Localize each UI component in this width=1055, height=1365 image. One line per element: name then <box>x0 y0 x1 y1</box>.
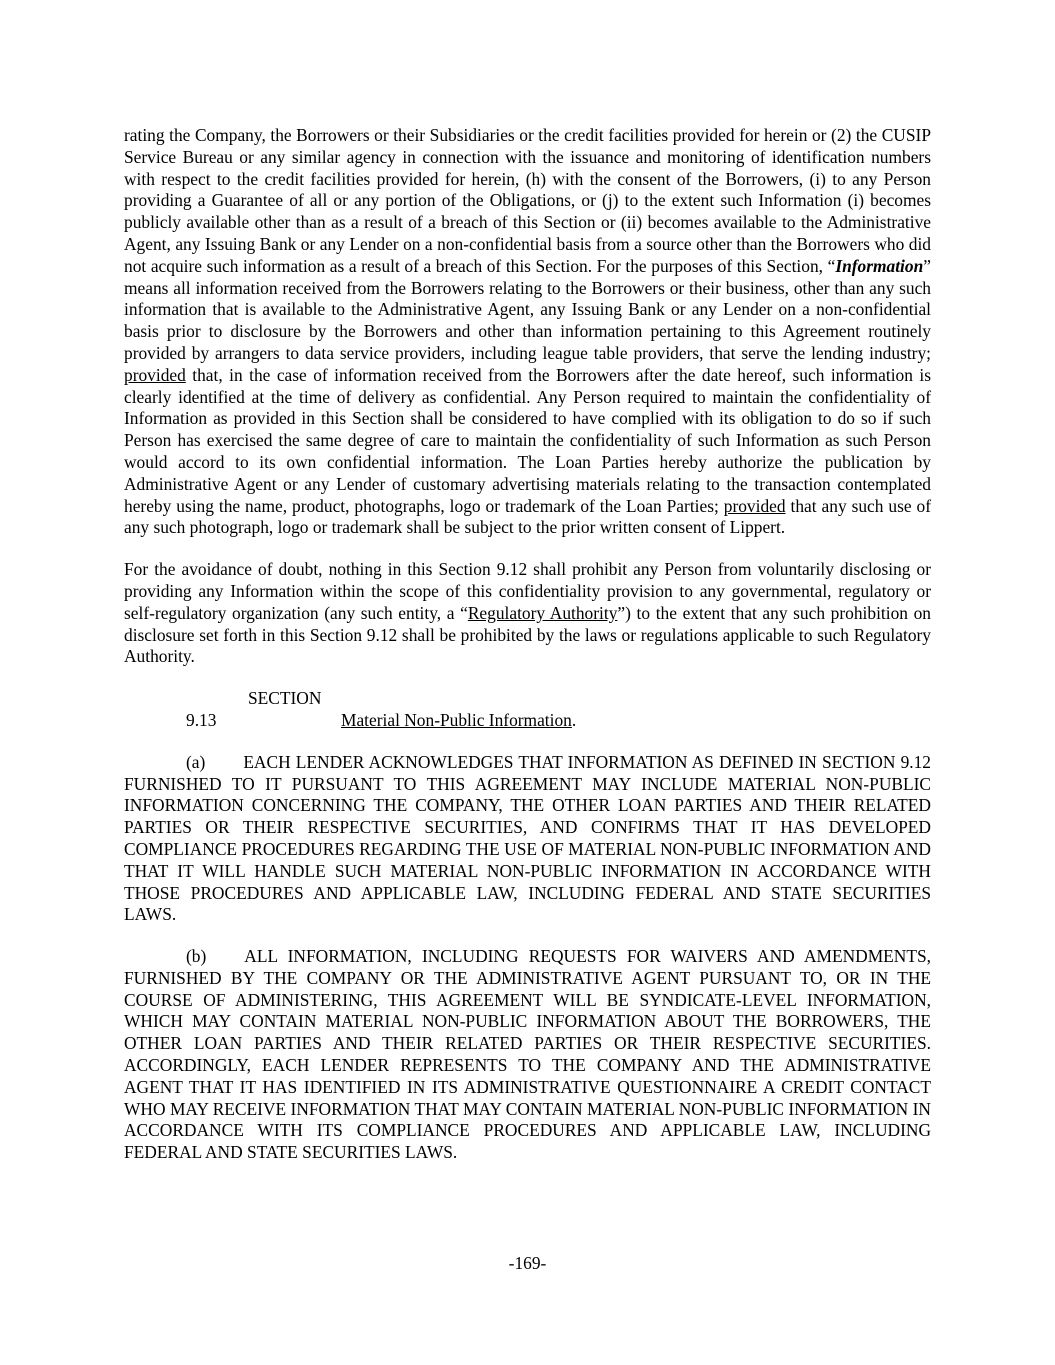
confidentiality-paragraph <box>124 125 931 539</box>
clause-label: (a) <box>186 751 206 772</box>
section-number: SECTION 9.13 <box>186 688 322 730</box>
paragraph-text: rating the Company, the Borrowers or their Subsidiaries or the credit facilities provided for herein or (2) the CUSIP Service Bureau or any similar agency in connection with the issuance and monitoring of identification numbers with respect to the credit facilities provided for herein, (h) with the consent of the Borrowers, (i) to any Person providing a Guarantee of all or any portion of the Obligations, or (j) to the extent such Information (i) becomes publicly available other than as a result of a breach of this Section or (ii) becomes available to the Administrative Agent, any Issuing Bank or any Lender on a non-confidential basis from a source other than the Borrowers who did not acquire such information as a result of a breach of this Section. For the purposes of this Section, “ <box>124 125 931 276</box>
paragraph-text: ” means all information received from the Borrowers relating to the Borrowers or their business, other than any such information that is available to the Administrative Agent, any Issuing Bank or any Lender on a non-confidential basis prior to disclosure by the Borrowers and other than information pertaining to this Agreement routinely provided by arrangers to data service providers, including league table providers, that serve the lending industry; <box>124 255 931 363</box>
provided-term: provided <box>723 495 786 516</box>
clause-b <box>124 946 931 1164</box>
paragraph-text: that, in the case of information received from the Borrowers after the date hereof, such information is clearly identified at the time of delivery as confidential. Any Person required to maintain the confidentiality of Information as provided in this Section shall be considered to have complied with its obligation to do so if such Person has exercised the same degree of care to maintain the confidentiality of such Information as such Person would accord to its own confidential information. The Loan Parties hereby authorize the publication by Administrative Agent or any Lender of customary advertising materials relating to the transaction contemplated hereby using the name, product, photographs, logo or trademark of the Loan Parties; <box>124 364 931 516</box>
provided-term: provided <box>124 364 186 385</box>
clause-text: EACH LENDER ACKNOWLEDGES THAT INFORMATION AS DEFINED IN SECTION 9.12 FURNISHED TO IT PURSUANT TO THIS AGREEMENT MAY INCLUDE MATERIAL NON-PUBLIC INFORMATION CONCERNING THE COMPANY, THE OTHER LOAN PARTIES AND THEIR RELATED PARTIES OR THEIR RESPECTIVE SECURITIES, AND CONFIRMS THAT IT HAS DEVELOPED COMPLIANCE PROCEDURES REGARDING THE USE OF MATERIAL NON-PUBLIC INFORMATION AND THAT IT WILL HANDLE SUCH MATERIAL NON-PUBLIC INFORMATION IN ACCORDANCE WITH THOSE PROCEDURES AND APPLICABLE LAW, INCLUDING FEDERAL AND STATE SECURITIES LAWS. <box>124 751 931 925</box>
section-heading <box>124 688 931 732</box>
document-page <box>124 125 931 1184</box>
section-title: Material Non-Public Information <box>341 709 572 730</box>
defined-term-regulatory-authority: Regulatory Authority <box>467 602 618 623</box>
clause-a <box>124 752 931 926</box>
defined-term-information: Information <box>835 255 924 276</box>
section-title-period: . <box>571 709 577 730</box>
paragraph-text: that any such use of any such photograph, logo or trademark shall be subject to the prior written consent of Lippert. <box>124 495 931 538</box>
paragraph-text: For the avoidance of doubt, nothing in this Section 9.12 shall prohibit any Person from voluntarily disclosing or providing any Information within the scope of this confidentiality provision to any governmental, regulatory or self-regulatory organization (any such entity, a “ <box>124 559 931 623</box>
avoidance-of-doubt-paragraph <box>124 559 931 668</box>
paragraph-text: ”) to the extent that any such prohibition on disclosure set forth in this Section 9.12 shall be prohibited by the laws or regulations applicable to such Regulatory Authority. <box>124 602 931 667</box>
page-number: -169- <box>508 1253 547 1273</box>
clause-text: ALL INFORMATION, INCLUDING REQUESTS FOR WAIVERS AND AMENDMENTS, FURNISHED BY THE COMPANY OR THE ADMINISTRATIVE AGENT PURSUANT TO, OR IN THE COURSE OF ADMINISTERING, THIS AGREEMENT WILL BE SYNDICATE-LEVEL INFORMATION, WHICH MAY CONTAIN MATERIAL NON-PUBLIC INFORMATION ABOUT THE BORROWERS, THE OTHER LOAN PARTIES AND THEIR RELATED PARTIES OR THEIR RESPECTIVE SECURITIES. ACCORDINGLY, EACH LENDER REPRESENTS TO THE COMPANY AND THE ADMINISTRATIVE AGENT THAT IT HAS IDENTIFIED IN ITS ADMINISTRATIVE QUESTIONNAIRE A CREDIT CONTACT WHO MAY RECEIVE INFORMATION THAT MAY CONTAIN MATERIAL NON-PUBLIC INFORMATION IN ACCORDANCE WITH ITS COMPLIANCE PROCEDURES AND APPLICABLE LAW, INCLUDING FEDERAL AND STATE SECURITIES LAWS. <box>124 946 931 1163</box>
clause-label: (b) <box>186 946 207 967</box>
